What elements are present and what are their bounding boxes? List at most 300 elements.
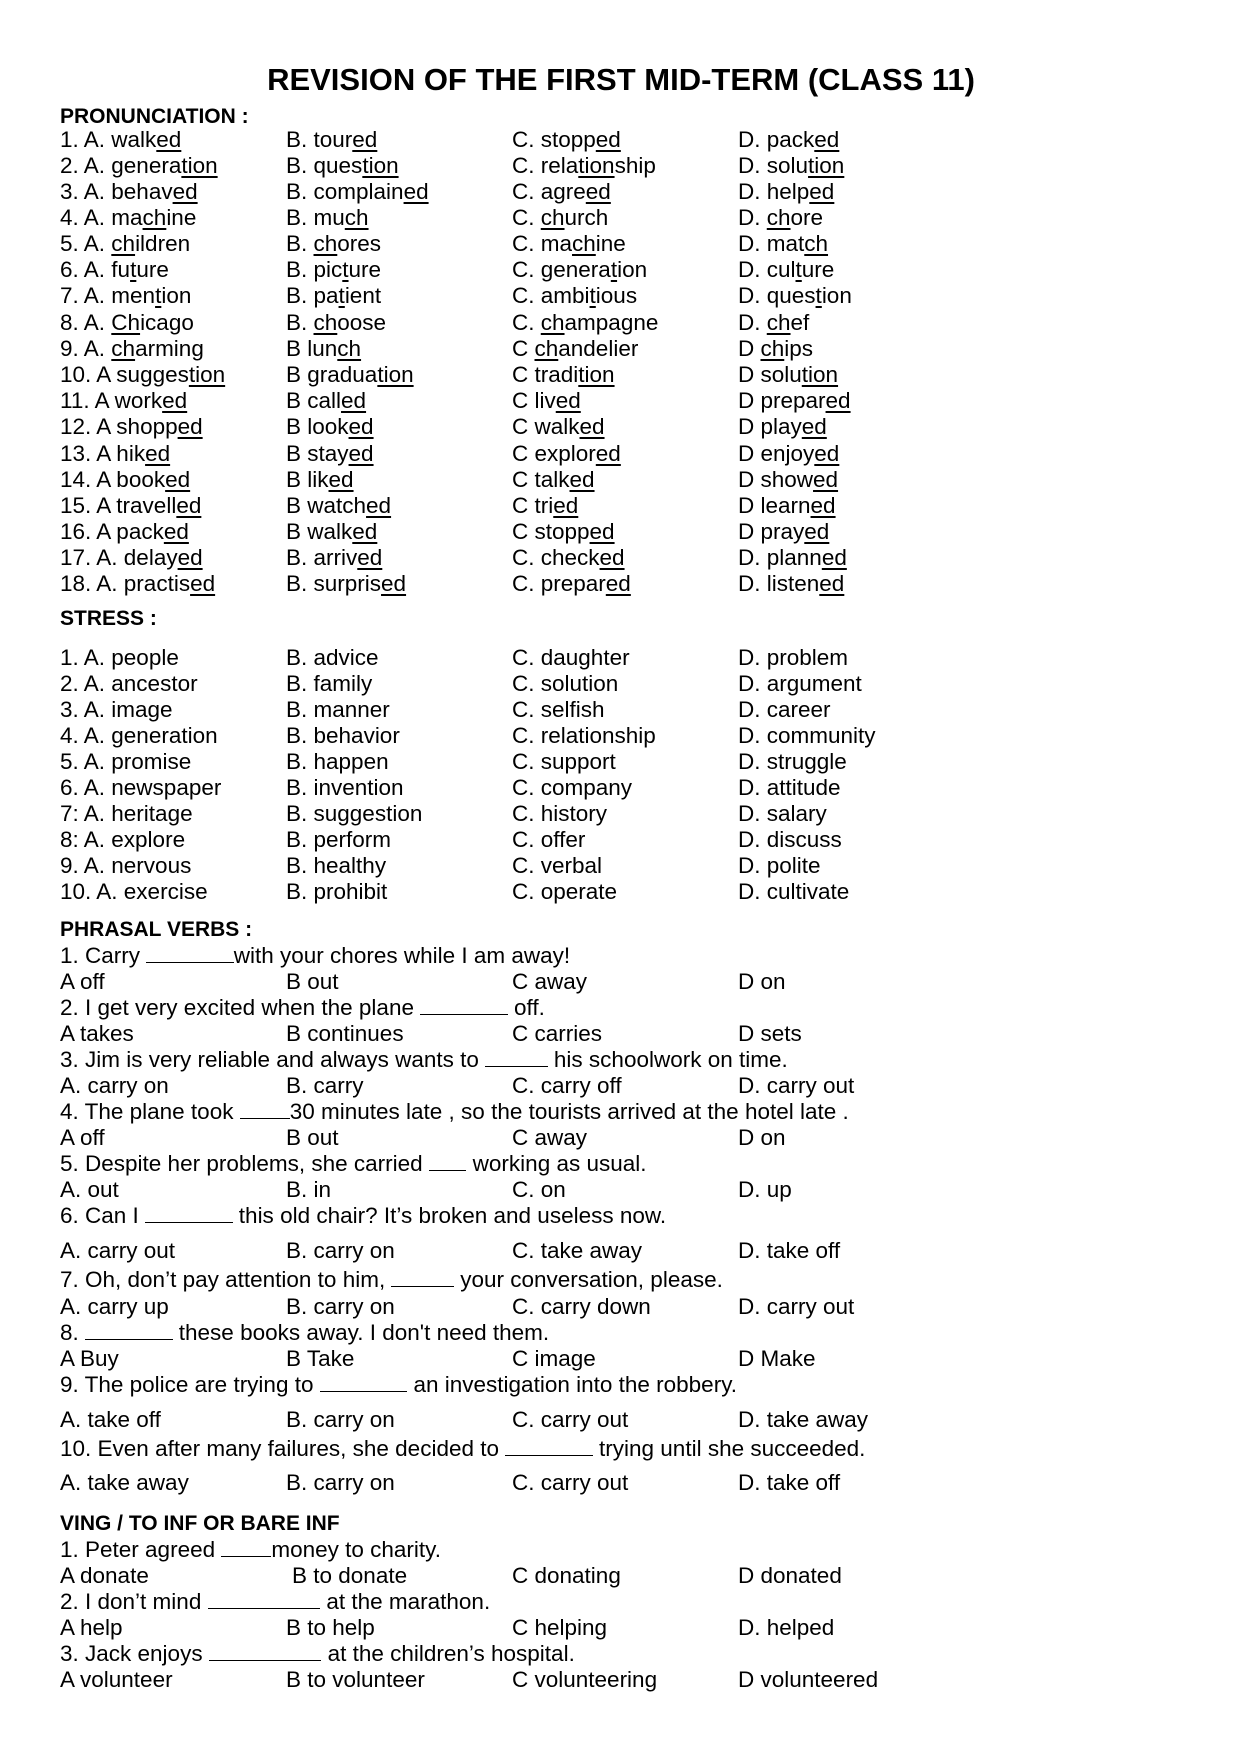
options-row	[0, 1021, 1242, 1047]
answer-option: D on	[738, 969, 786, 994]
answer-option	[512, 645, 630, 671]
answer-option	[738, 723, 876, 749]
option-text: D. mat	[738, 231, 805, 256]
answer-option	[738, 519, 829, 545]
answer-option	[60, 336, 204, 362]
option-text: C liv	[512, 388, 556, 413]
answer-option	[60, 545, 203, 571]
option-text: B. tour	[286, 127, 353, 152]
question-text: his schoolwork on time.	[547, 1047, 788, 1072]
question-text: an investigation into the robbery.	[407, 1372, 738, 1397]
question-text: trying until she succeeded.	[592, 1436, 866, 1461]
answer-option: D. carry out	[738, 1073, 855, 1098]
question-row	[0, 801, 1242, 827]
question-stem	[60, 943, 570, 969]
option-underlined-sound: ed	[357, 545, 383, 570]
option-text: ine	[166, 205, 197, 230]
question-text: 8.	[60, 1320, 86, 1345]
option-text: B look	[286, 414, 349, 439]
answer-option: C. on	[512, 1177, 566, 1202]
option-underlined-sound: t	[815, 283, 822, 308]
answer-option	[286, 519, 377, 545]
answer-option	[512, 493, 578, 519]
question-row	[0, 697, 1242, 723]
answer-option	[512, 336, 638, 362]
answer-option	[60, 153, 218, 179]
question-stem	[60, 1372, 737, 1398]
answer-option	[738, 493, 836, 519]
option-text: C walk	[512, 414, 580, 439]
option-underlined-sound: ed	[825, 388, 851, 413]
answer-option: B Take	[286, 1346, 355, 1371]
answer-option: B. carry on	[286, 1238, 395, 1263]
option-underlined-sound: t	[589, 283, 596, 308]
answer-option	[738, 179, 834, 205]
option-text: C talk	[512, 467, 570, 492]
option-underlined-sound: ed	[589, 519, 615, 544]
answer-option	[60, 283, 191, 309]
option-text: ient	[344, 283, 382, 308]
answer-option	[60, 879, 208, 905]
answer-option: B. carry on	[286, 1470, 395, 1495]
option-text: C. agre	[512, 179, 586, 204]
answer-option	[512, 853, 602, 879]
answer-option	[60, 571, 215, 597]
section-heading-pronunciation: PRONUNCIATION :	[60, 105, 249, 128]
answer-option	[738, 257, 834, 283]
option-text: D. listen	[738, 571, 820, 596]
option-text: C stopp	[512, 519, 590, 544]
option-text: D. help	[738, 179, 810, 204]
option-underlined-sound: ed	[599, 545, 625, 570]
option-text: C. daughter	[512, 645, 630, 670]
answer-option: D sets	[738, 1021, 802, 1046]
option-underlined-sound: ed	[801, 414, 827, 439]
option-underlined-sound: ed	[804, 519, 830, 544]
answer-option: A. out	[60, 1177, 119, 1202]
option-underlined-sound: ch	[572, 231, 596, 256]
question-stem	[60, 1436, 865, 1462]
answer-option: D. carry out	[738, 1294, 855, 1319]
question-text: off.	[507, 995, 545, 1020]
answer-option: A. carry up	[60, 1294, 169, 1319]
option-text: C. genera	[512, 257, 611, 282]
answer-option	[512, 283, 637, 309]
answer-option	[738, 801, 827, 827]
question-row	[0, 257, 1242, 283]
option-text: D. ques	[738, 283, 816, 308]
option-text: C. rela	[512, 153, 579, 178]
option-text: 13. A hik	[60, 441, 146, 466]
answer-option	[738, 749, 847, 775]
option-text: ious	[595, 283, 638, 308]
question-row	[0, 388, 1242, 414]
option-underlined-sound: tion	[578, 362, 615, 387]
option-underlined-sound: ed	[381, 571, 407, 596]
answer-option	[512, 775, 632, 801]
answer-option: D on	[738, 1125, 786, 1150]
option-text: ure	[348, 257, 382, 282]
option-underlined-sound: ed	[162, 388, 188, 413]
answer-option	[738, 310, 809, 336]
question-row	[0, 879, 1242, 905]
answer-option	[512, 414, 605, 440]
answer-option: D Make	[738, 1346, 816, 1371]
option-text: D enjoy	[738, 441, 815, 466]
answer-option: A takes	[60, 1021, 134, 1046]
option-text: C.	[512, 310, 541, 335]
question-row	[0, 827, 1242, 853]
option-underlined-sound: ch	[111, 336, 136, 361]
answer-option	[512, 723, 656, 749]
question-text: 10. Even after many failures, she decided to	[60, 1436, 506, 1461]
option-underlined-sound: ch	[534, 336, 559, 361]
answer-option: B continues	[286, 1021, 404, 1046]
option-underlined-sound: ch	[337, 336, 362, 361]
option-underlined-sound: ed	[172, 179, 198, 204]
option-text: ampagne	[564, 310, 659, 335]
option-text: B. arriv	[286, 545, 358, 570]
answer-option	[286, 388, 366, 414]
question-row	[0, 545, 1242, 571]
option-underlined-sound: ed	[328, 467, 354, 492]
answer-option	[286, 257, 381, 283]
answer-option	[738, 827, 842, 853]
answer-blank	[221, 1537, 271, 1557]
option-underlined-sound: ed	[585, 179, 611, 204]
answer-option	[738, 362, 838, 388]
option-text: andelier	[558, 336, 639, 361]
option-underlined-sound: ch	[804, 231, 829, 256]
answer-option: D. take off	[738, 1470, 841, 1495]
option-text: D. solu	[738, 153, 809, 178]
option-text: D. salary	[738, 801, 827, 826]
answer-option: A. carry on	[60, 1073, 169, 1098]
option-text: 1. A. walk	[60, 127, 157, 152]
option-text: C. selfish	[512, 697, 605, 722]
answer-option	[60, 671, 198, 697]
answer-option	[60, 310, 194, 336]
option-underlined-sound: ed	[352, 519, 378, 544]
answer-option	[738, 853, 821, 879]
answer-option	[738, 388, 851, 414]
answer-option	[738, 545, 847, 571]
answer-option	[286, 414, 374, 440]
option-text: D prepar	[738, 388, 826, 413]
option-text: B. happen	[286, 749, 389, 774]
option-text: B. pa	[286, 283, 339, 308]
answer-option: D volunteered	[738, 1667, 879, 1692]
question-row	[0, 645, 1242, 671]
option-text: D.	[738, 310, 767, 335]
answer-option	[512, 671, 618, 697]
option-text: 14. A book	[60, 467, 166, 492]
answer-option	[286, 310, 386, 336]
option-text: 17. A. delay	[60, 545, 178, 570]
options-row	[0, 1407, 1242, 1433]
option-text: 15. A travell	[60, 493, 177, 518]
answer-option	[738, 127, 839, 153]
option-text: B. advice	[286, 645, 379, 670]
answer-option: C image	[512, 1346, 596, 1371]
option-text: B. manner	[286, 697, 390, 722]
answer-option	[286, 545, 382, 571]
option-underlined-sound: tion	[362, 153, 399, 178]
question-row	[0, 414, 1242, 440]
question-row	[0, 467, 1242, 493]
option-text: C. ma	[512, 231, 573, 256]
answer-option: B. carry	[286, 1073, 364, 1098]
option-text: 2. A. ancestor	[60, 671, 198, 696]
option-underlined-sound: ed	[605, 571, 631, 596]
option-text: C. ambi	[512, 283, 590, 308]
answer-option: B out	[286, 969, 339, 994]
answer-option: A. carry out	[60, 1238, 176, 1263]
option-underlined-sound: tion	[188, 362, 226, 387]
option-text: ion	[161, 283, 192, 308]
answer-option: D. take off	[738, 1238, 841, 1263]
option-underlined-sound: ed	[821, 545, 847, 570]
answer-option	[60, 749, 191, 775]
option-underlined-sound: ed	[403, 179, 429, 204]
answer-option	[286, 775, 404, 801]
option-text: C tri	[512, 493, 554, 518]
question-row	[0, 775, 1242, 801]
answer-option: B. in	[286, 1177, 332, 1202]
answer-option	[286, 336, 361, 362]
question-row	[0, 205, 1242, 231]
answer-option	[286, 697, 390, 723]
answer-option	[286, 231, 381, 257]
option-text: 5. A.	[60, 231, 112, 256]
option-underlined-sound: ch	[313, 231, 338, 256]
answer-option	[738, 697, 831, 723]
option-text: 7. A. men	[60, 283, 156, 308]
answer-option	[286, 179, 429, 205]
answer-option	[512, 153, 656, 179]
option-underlined-sound: ed	[176, 493, 202, 518]
answer-option	[512, 179, 611, 205]
answer-option	[286, 853, 386, 879]
options-row	[0, 1667, 1242, 1693]
answer-option: C carries	[512, 1021, 603, 1046]
answer-option: C. carry out	[512, 1470, 629, 1495]
option-text: B. suggestion	[286, 801, 423, 826]
answer-option	[60, 723, 218, 749]
option-text: 3. A. behav	[60, 179, 173, 204]
option-text: 3. A. image	[60, 697, 173, 722]
option-text: 11. A work	[60, 388, 163, 413]
answer-option: A volunteer	[60, 1667, 173, 1692]
answer-option	[286, 723, 400, 749]
answer-option: C. carry off	[512, 1073, 622, 1098]
answer-option	[60, 827, 185, 853]
option-text: D. plann	[738, 545, 822, 570]
option-text: B. surpris	[286, 571, 382, 596]
question-text: 4. The plane took	[60, 1099, 240, 1124]
answer-option	[60, 205, 196, 231]
question-stem	[60, 1099, 849, 1125]
option-underlined-sound: ed	[177, 414, 203, 439]
option-underlined-sound: ch	[313, 310, 338, 335]
answer-option	[60, 467, 190, 493]
answer-option	[512, 519, 615, 545]
question-row	[0, 493, 1242, 519]
answer-option	[738, 467, 838, 493]
option-text: C. company	[512, 775, 633, 800]
answer-blank	[429, 1151, 467, 1171]
answer-option	[286, 127, 377, 153]
answer-option	[738, 671, 862, 697]
option-underlined-sound: ed	[579, 414, 605, 439]
question-row	[0, 519, 1242, 545]
option-text: D. attitude	[738, 775, 841, 800]
option-text: C. support	[512, 749, 616, 774]
option-text: 6. A. fu	[60, 257, 131, 282]
question-row	[0, 441, 1242, 467]
option-underlined-sound: ed	[813, 467, 839, 492]
answer-option	[738, 231, 828, 257]
question-row	[0, 749, 1242, 775]
options-row	[0, 1563, 1242, 1589]
option-text: 1. A. people	[60, 645, 179, 670]
option-text: ore	[790, 205, 824, 230]
option-underlined-sound: ed	[352, 127, 378, 152]
answer-option	[738, 205, 823, 231]
answer-blank	[485, 1047, 548, 1067]
answer-option: D. take away	[738, 1407, 869, 1432]
question-row	[0, 362, 1242, 388]
option-text: 2. A. genera	[60, 153, 182, 178]
option-text: ine	[595, 231, 626, 256]
answer-option: C away	[512, 1125, 588, 1150]
question-row	[0, 153, 1242, 179]
answer-option	[512, 127, 621, 153]
question-text: money to charity.	[271, 1537, 442, 1562]
options-row	[0, 1238, 1242, 1264]
option-text: B. perform	[286, 827, 392, 852]
answer-option	[286, 362, 414, 388]
option-text: 7: A. heritage	[60, 801, 193, 826]
option-text: B.	[286, 310, 314, 335]
answer-option: C. take away	[512, 1238, 643, 1263]
option-text: B. complain	[286, 179, 404, 204]
option-text: C tradi	[512, 362, 579, 387]
answer-option	[286, 671, 372, 697]
answer-option	[738, 414, 827, 440]
answer-option: B. carry on	[286, 1407, 395, 1432]
option-text: D. argument	[738, 671, 862, 696]
option-underlined-sound: ch	[540, 310, 565, 335]
option-text: D. problem	[738, 645, 849, 670]
option-underlined-sound: ed	[595, 441, 621, 466]
question-text: at the marathon.	[320, 1589, 491, 1614]
option-underlined-sound: ed	[145, 441, 171, 466]
question-row	[0, 853, 1242, 879]
option-text: 9. A.	[60, 336, 112, 361]
option-text: icago	[140, 310, 194, 335]
answer-option	[286, 801, 422, 827]
answer-option	[738, 879, 849, 905]
question-text: 6. Can I	[60, 1203, 146, 1228]
option-underlined-sound: ed	[366, 493, 392, 518]
option-text: ure	[801, 257, 835, 282]
option-text: ure	[136, 257, 169, 282]
answer-option: B to donate	[292, 1563, 408, 1588]
answer-option	[512, 545, 625, 571]
option-text: D play	[738, 414, 802, 439]
answer-option: B to volunteer	[286, 1667, 425, 1692]
option-text: C. history	[512, 801, 608, 826]
option-underlined-sound: ed	[569, 467, 595, 492]
answer-option	[512, 827, 585, 853]
option-underlined-sound: ed	[190, 571, 216, 596]
answer-option	[286, 645, 379, 671]
option-text: C	[512, 336, 535, 361]
answer-blank	[146, 943, 234, 963]
option-text: C explor	[512, 441, 596, 466]
option-underlined-sound: ed	[555, 388, 581, 413]
answer-blank	[145, 1203, 233, 1223]
option-text: C. solution	[512, 671, 619, 696]
options-row	[0, 969, 1242, 995]
option-text: B watch	[286, 493, 367, 518]
question-stem	[60, 1589, 490, 1615]
question-row	[0, 179, 1242, 205]
answer-option	[60, 645, 179, 671]
answer-option: A Buy	[60, 1346, 119, 1371]
answer-option	[512, 879, 617, 905]
question-text: 7. Oh, don’t pay attention to him,	[60, 1267, 392, 1292]
answer-option: B to help	[286, 1615, 375, 1640]
question-text: working as usual.	[466, 1151, 647, 1176]
option-text: ion	[617, 257, 648, 282]
answer-option	[512, 467, 595, 493]
option-underlined-sound: tion	[181, 153, 218, 178]
answer-blank	[209, 1641, 322, 1661]
option-underlined-sound: ed	[553, 493, 579, 518]
option-text: D. cultivate	[738, 879, 850, 904]
option-text: oose	[337, 310, 387, 335]
option-underlined-sound: tion	[801, 362, 839, 387]
answer-option	[738, 645, 848, 671]
answer-blank	[505, 1436, 593, 1456]
option-underlined-sound: ch	[766, 310, 791, 335]
answer-option	[60, 179, 198, 205]
answer-option	[738, 775, 841, 801]
option-text: C. offer	[512, 827, 586, 852]
answer-option: A help	[60, 1615, 123, 1640]
question-text: 9. The police are trying to	[60, 1372, 320, 1397]
question-row	[0, 336, 1242, 362]
answer-option	[286, 493, 391, 519]
answer-option	[60, 801, 193, 827]
option-text: 8: A. explore	[60, 827, 186, 852]
answer-blank	[208, 1589, 321, 1609]
question-stem	[60, 1047, 788, 1073]
option-text: D solu	[738, 362, 802, 387]
answer-option	[60, 441, 170, 467]
option-text: B lik	[286, 467, 329, 492]
option-text: B. healthy	[286, 853, 387, 878]
question-stem	[60, 1203, 666, 1229]
option-underlined-sound: ed	[163, 519, 189, 544]
option-underlined-sound: tion	[808, 153, 845, 178]
option-underlined-sound: ch	[540, 205, 565, 230]
option-underlined-sound: ch	[760, 336, 785, 361]
option-text: ion	[821, 283, 852, 308]
question-stem	[60, 1320, 549, 1346]
